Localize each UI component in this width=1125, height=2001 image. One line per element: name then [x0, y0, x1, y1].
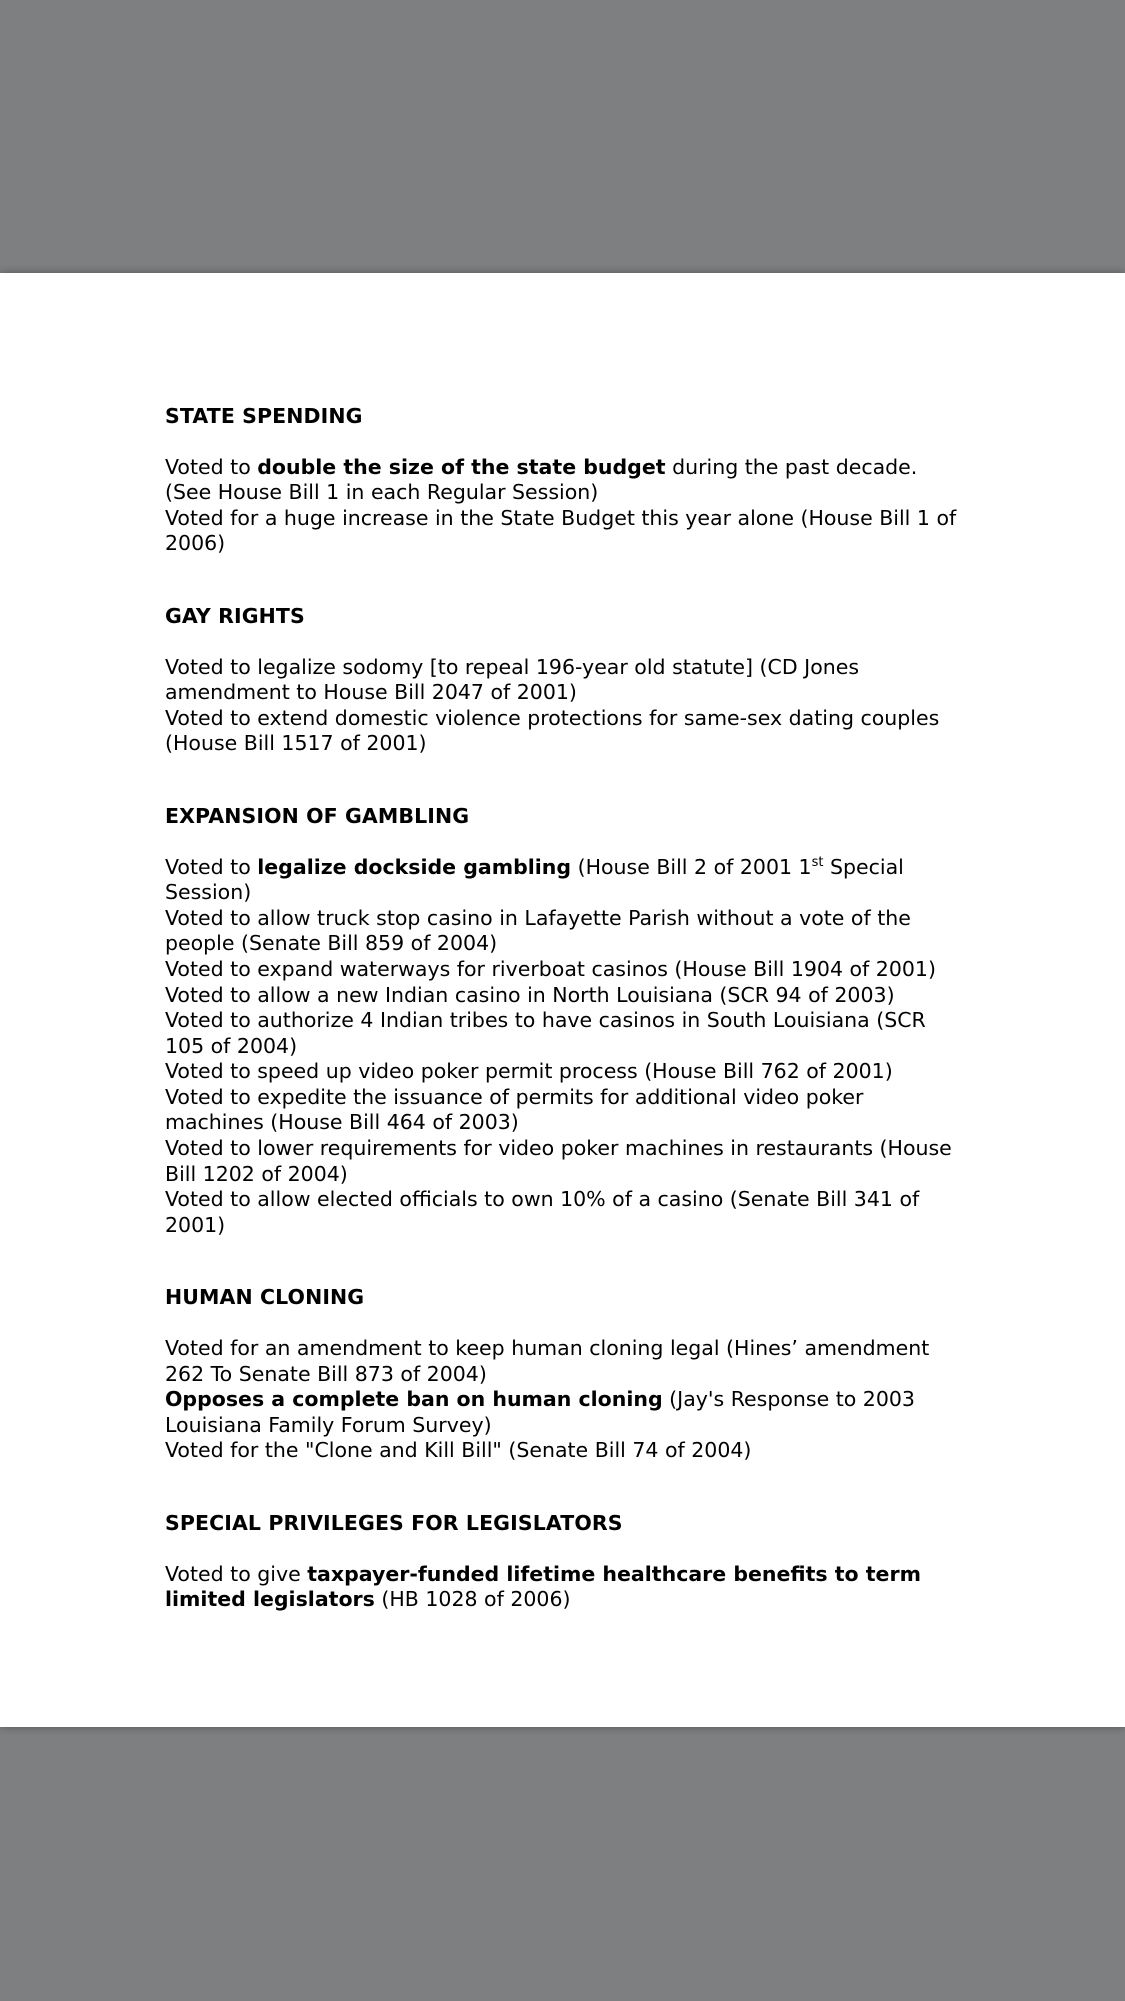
text-segment: (HB 1028 of 2006): [374, 1587, 571, 1612]
vote-record-line: [165, 906, 965, 957]
vote-record-line: [165, 983, 965, 1009]
bold-text: double the size of the state budget: [257, 454, 666, 479]
vote-record-line: [165, 1085, 965, 1136]
text-segment: Voted to allow a new Indian casino in North Louisiana (SCR 94 of 2003): [165, 982, 895, 1007]
text-segment: during the past decade. (See House Bill 1 in each Regular Session): [165, 454, 918, 505]
section-heading: SPECIAL PRIVILEGES FOR LEGISLATORS: [165, 1511, 623, 1535]
vote-record-line: [165, 506, 965, 557]
document-page: [0, 273, 1125, 1727]
text-segment: Voted to: [165, 854, 258, 879]
text-segment: Voted to expand waterways for riverboat casinos (House Bill 1904 of 2001): [165, 956, 936, 981]
bold-text: taxpayer-funded lifetime healthcare benefits to term limited legislators: [165, 1561, 921, 1612]
vote-record-line: [165, 1562, 965, 1613]
text-segment: Voted to allow elected officials to own 10% of a casino (Senate Bill 341 of 2001): [165, 1187, 920, 1237]
section-heading: STATE SPENDING: [165, 404, 363, 428]
text-segment: Special Session): [165, 854, 904, 905]
section: [165, 1511, 965, 1613]
text-segment: (House Bill 2 of 2001 1: [571, 854, 812, 879]
text-segment: Voted to allow truck stop casino in Lafayette Parish without a vote of the people (Senate Bill 859 of 2004): [165, 905, 911, 956]
vote-record-line: [165, 1336, 965, 1387]
section-heading: HUMAN CLONING: [165, 1285, 365, 1310]
text-segment: Voted to authorize 4 Indian tribes to have casinos in South Louisiana (SCR 105 of 2004): [165, 1008, 926, 1058]
text-segment: Voted to give: [165, 1561, 308, 1586]
text-segment: Voted to legalize sodomy [to repeal 196-year old statute] (CD Jones amendment to House Bill 2047 of 2001): [165, 654, 860, 705]
vote-record-line: [165, 455, 965, 506]
text-segment: Voted for a huge increase in the State Budget this year alone (House Bill 1 of 2006): [165, 505, 957, 556]
vote-record-line: [165, 1438, 965, 1464]
superscript-text: st: [811, 854, 824, 870]
vote-record-line: [165, 1008, 965, 1059]
section-heading: GAY RIGHTS: [165, 603, 305, 628]
text-segment: Voted to: [165, 454, 258, 479]
text-segment: Voted for the "Clone and Kill Bill" (Senate Bill 74 of 2004): [165, 1438, 752, 1463]
text-segment: Voted for an amendment to keep human cloning legal (Hines’ amendment 262 To Senate Bill 873 of 2004): [165, 1336, 930, 1386]
text-segment: Voted to expedite the issuance of permits for additional video poker machines (House Bill 464 of 2003): [165, 1084, 864, 1135]
text-segment: Voted to speed up video poker permit process (House Bill 762 of 2001): [165, 1059, 893, 1084]
section: [165, 804, 965, 1239]
text-segment: (Jay's Response to 2003 Louisiana Family Forum Survey): [165, 1387, 915, 1437]
bold-text: legalize dockside gambling: [257, 854, 572, 879]
text-segment: Voted to lower requirements for video poker machines in restaurants (House Bill 1202 of 2004): [165, 1136, 952, 1186]
vote-record-line: [165, 706, 965, 757]
text-segment: Voted to extend domestic violence protections for same-sex dating couples (House Bill 1517 of 2001): [165, 705, 940, 756]
vote-record-line: [165, 1136, 965, 1187]
vote-record-line: [165, 1187, 965, 1238]
section: [165, 604, 965, 757]
section-heading: EXPANSION OF GAMBLING: [165, 803, 470, 828]
vote-record-line: [165, 1059, 965, 1085]
vote-record-line: [165, 957, 965, 983]
section: [165, 404, 965, 557]
section: [165, 1285, 965, 1464]
bold-text: Opposes a complete ban on human cloning: [165, 1387, 663, 1412]
vote-record-line: [165, 655, 965, 706]
vote-record-line: [165, 855, 965, 906]
vote-record-line: [165, 1387, 965, 1438]
document-content: [165, 404, 965, 1660]
